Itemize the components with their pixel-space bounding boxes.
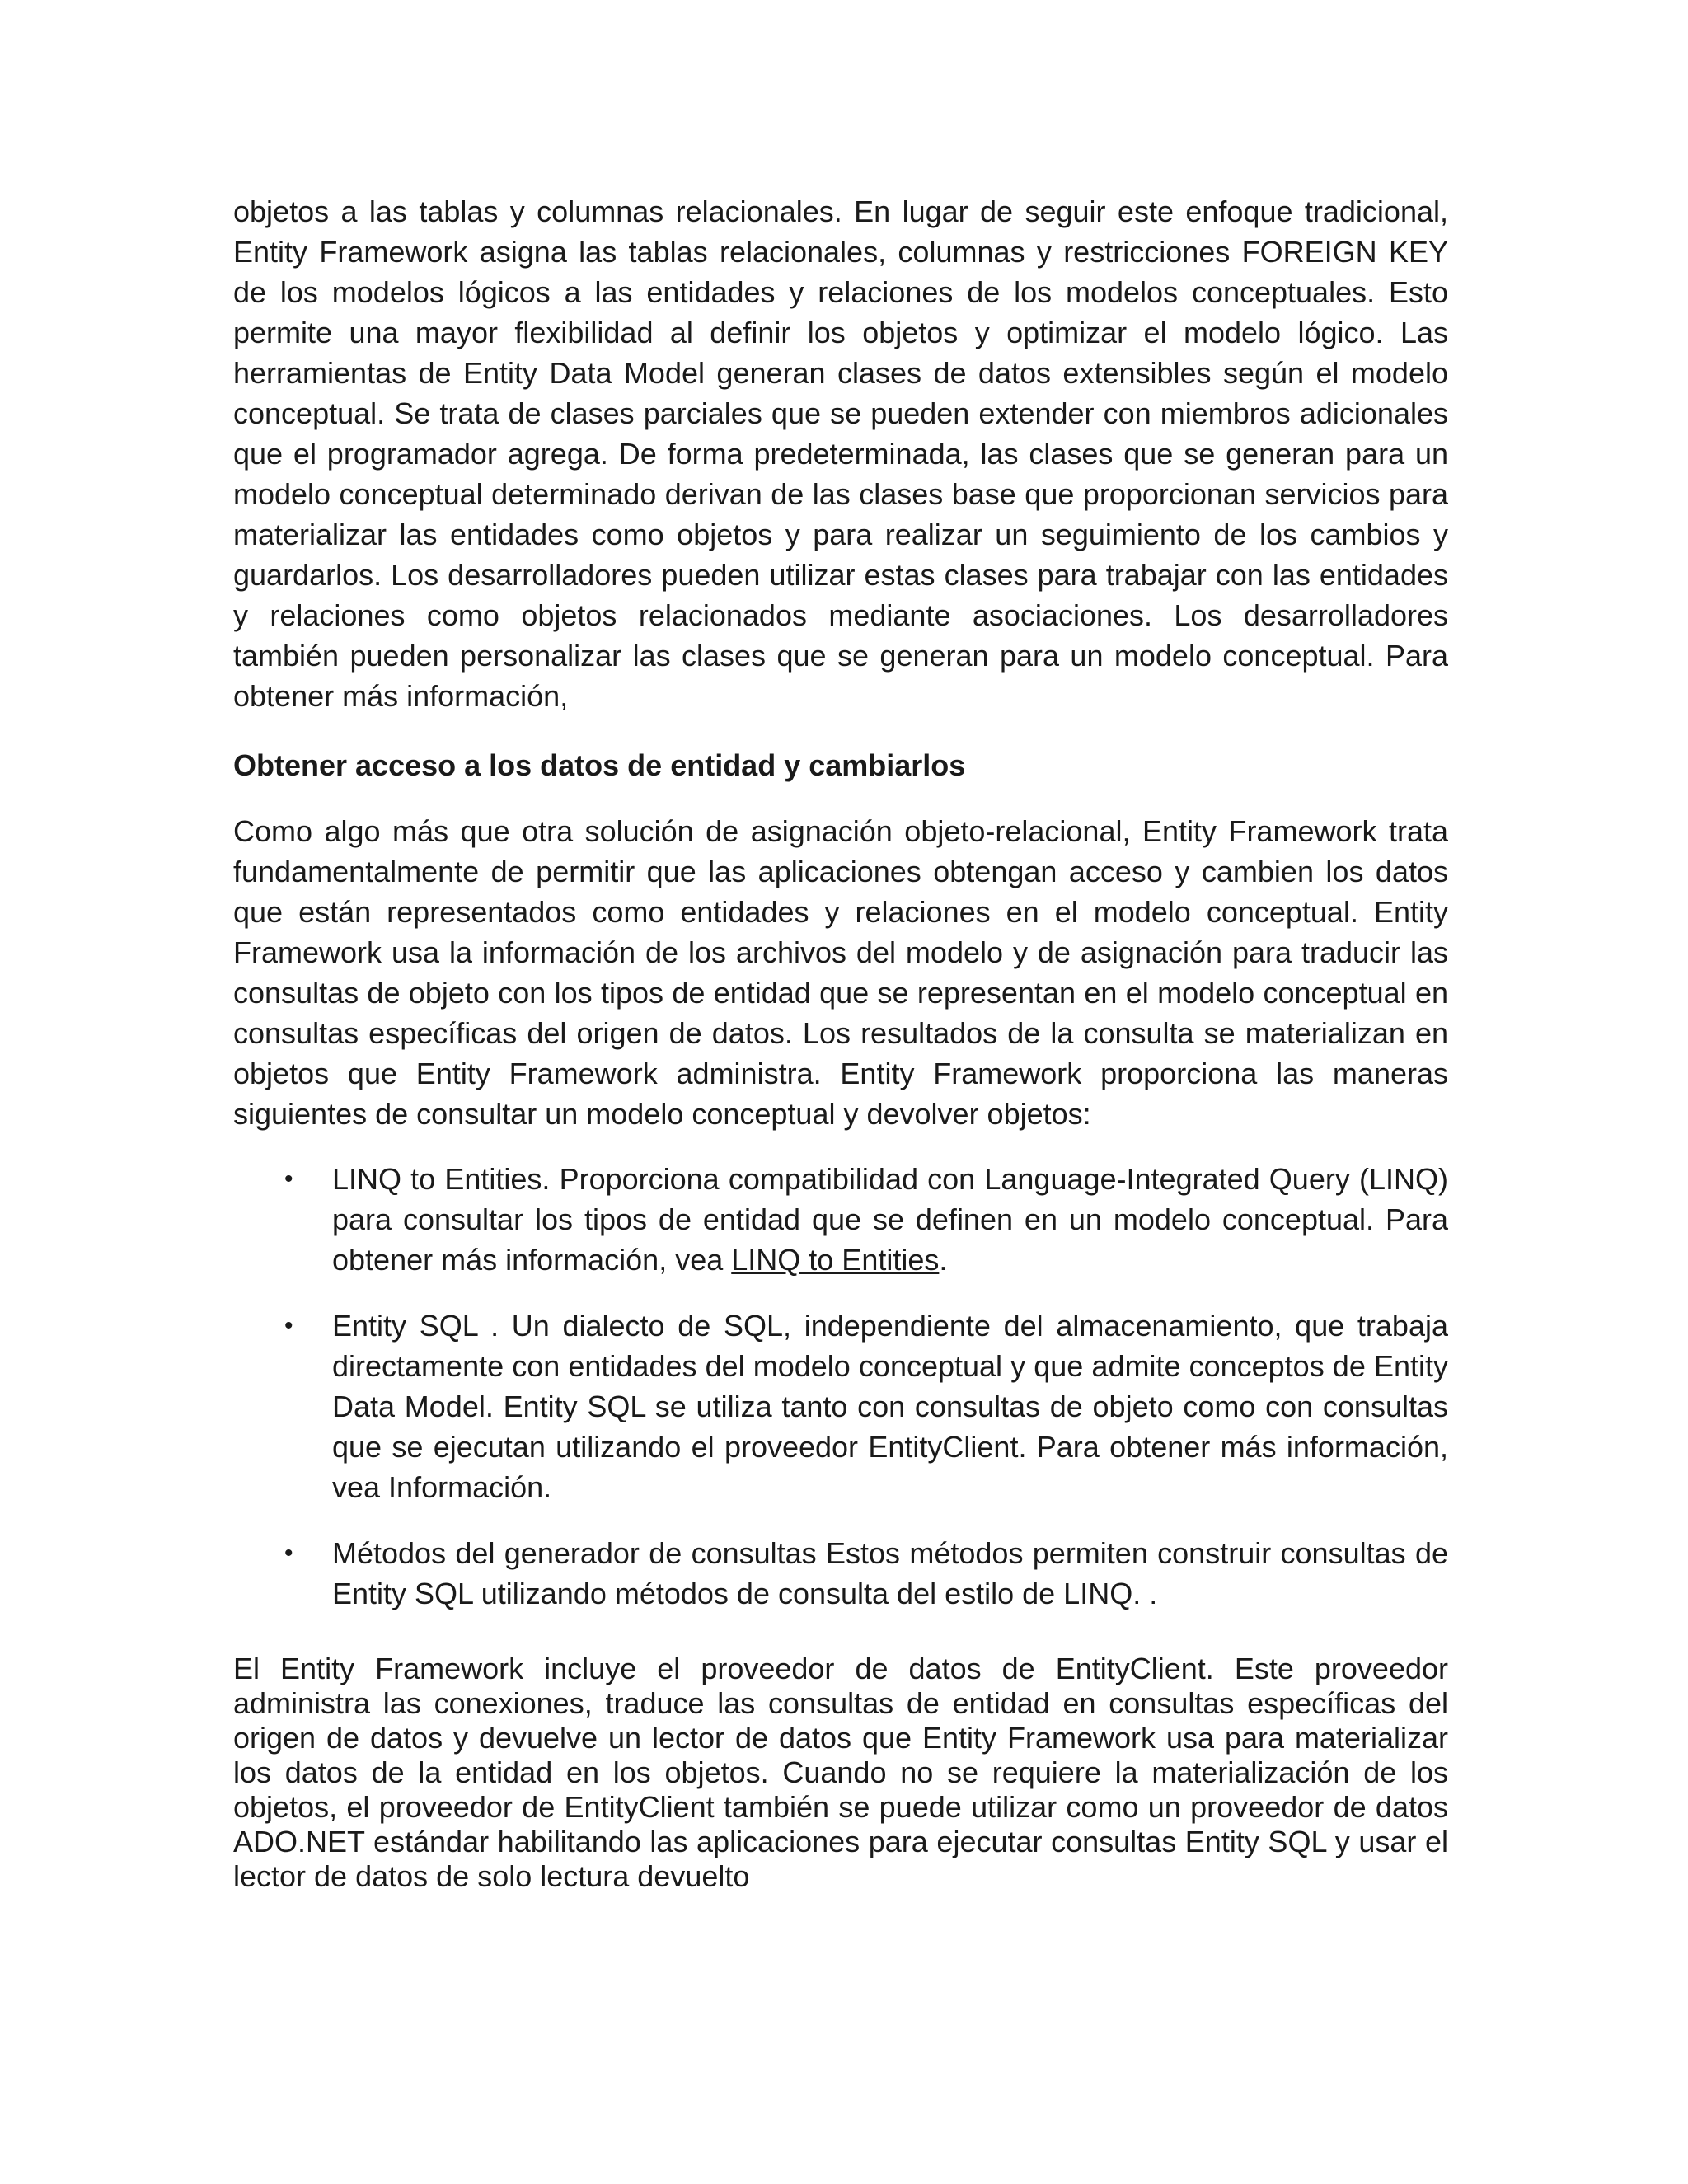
paragraph-entityclient: El Entity Framework incluye el proveedor de datos de EntityClient. Este proveedor administra las conexiones, traduce las consultas de entidad en consultas específicas del origen de datos y devuelve un lector de datos que Entity Framework usa para materializar los datos de la entidad en los objetos. Cuando no se requiere la materialización de los objetos, el proveedor de EntityClient también se puede utilizar como un proveedor de datos ADO.NET estándar habilitando las aplicaciones para ejecutar consultas Entity SQL y usar el lector de datos de solo lectura devuelto xyxy=(233,1652,1448,1893)
list-item-text: LINQ to Entities. Proporciona compatibilidad con Language-Integrated Query (LINQ) para consultar los tipos de entidad que se definen en un modelo conceptual. Para obtener más información, vea xyxy=(332,1162,1448,1277)
list-item-suffix: . xyxy=(939,1243,948,1277)
list-item xyxy=(233,1533,1448,1614)
linq-to-entities-link[interactable]: LINQ to Entities xyxy=(731,1243,940,1277)
list-item-text: Métodos del generador de consultas Estos métodos permiten construir consultas de Entity SQL utilizando métodos de consulta del estilo de LINQ. . xyxy=(332,1536,1448,1610)
section-heading: Obtener acceso a los datos de entidad y cambiarlos xyxy=(233,748,966,782)
document-body xyxy=(233,191,1448,1894)
paragraph-query-intro: Como algo más que otra solución de asignación objeto-relacional, Entity Framework trata fundamentalmente de permitir que las aplicaciones obtengan acceso y cambien los datos que están representados como entidades y relaciones en el modelo conceptual. Entity Framework usa la información de los archivos del modelo y de asignación para traducir las consultas de objeto con los tipos de entidad que se representan en el modelo conceptual en consultas específicas del origen de datos. Los resultados de la consulta se materializan en objetos que Entity Framework administra. Entity Framework proporciona las maneras siguientes de consultar un modelo conceptual y devolver objetos: xyxy=(233,814,1448,1131)
list-item xyxy=(233,1305,1448,1507)
bullet-icon: • xyxy=(284,1165,293,1193)
paragraph-intro: objetos a las tablas y columnas relacionales. En lugar de seguir este enfoque tradicional, Entity Framework asigna las tablas relacionales, columnas y restricciones FOREIGN KEY de los modelos lógicos a las entidades y relaciones de los modelos conceptuales. Esto permite una mayor flexibilidad al definir los objetos y optimizar el modelo lógico. Las herramientas de Entity Data Model generan clases de datos extensibles según el modelo conceptual. Se trata de clases parciales que se pueden extender con miembros adicionales que el programador agrega. De forma predeterminada, las clases que se generan para un modelo conceptual determinado derivan de las clases base que proporcionan servicios para materializar las entidades como objetos y para realizar un seguimiento de los cambios y guardarlos. Los desarrolladores pueden utilizar estas clases para trabajar con las entidades y relaciones como objetos relacionados mediante asociaciones. Los desarrolladores también pueden personalizar las clases que se generan para un modelo conceptual. Para obtener más información, xyxy=(233,194,1448,713)
list-item-text: Entity SQL . Un dialecto de SQL, independiente del almacenamiento, que trabaja directamente con entidades del modelo conceptual y que admite conceptos de Entity Data Model. Entity SQL se utiliza tanto con consultas de objeto como con consultas que se ejecutan utilizando el proveedor EntityClient. Para obtener más información, vea Información. xyxy=(332,1309,1448,1504)
bullet-icon: • xyxy=(284,1312,293,1339)
list-item xyxy=(233,1159,1448,1280)
query-methods-list xyxy=(233,1159,1448,1614)
bullet-icon: • xyxy=(284,1540,293,1567)
